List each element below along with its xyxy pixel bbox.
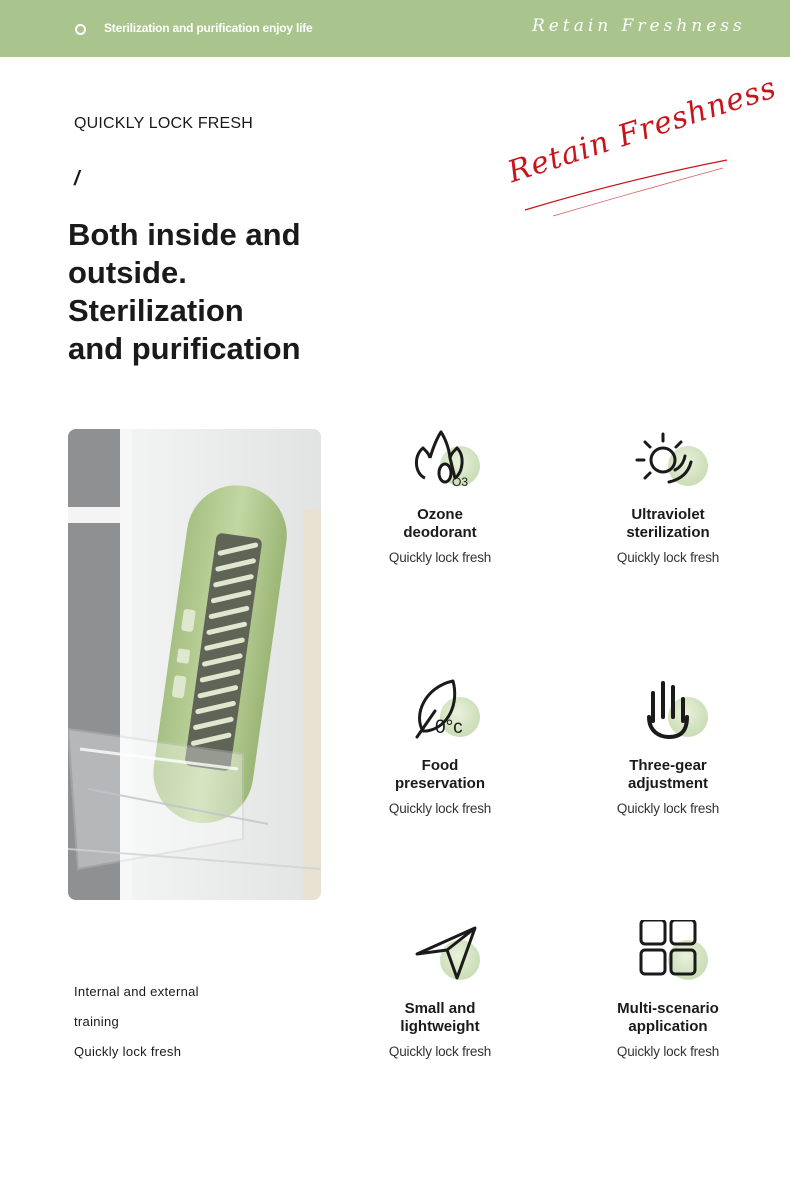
feature-title-line: Three-gear bbox=[629, 757, 707, 774]
feature-title-line: lightweight bbox=[400, 1018, 480, 1035]
feature-title bbox=[583, 757, 753, 793]
feature-subtitle: Quickly lock fresh bbox=[616, 801, 720, 816]
headline-line: Sterilization bbox=[68, 293, 244, 328]
feature-title-line: Multi-scenario bbox=[617, 1000, 719, 1017]
feature-title-line: sterilization bbox=[626, 524, 710, 541]
feature-ozone-deodorant bbox=[355, 426, 525, 565]
circle-icon bbox=[75, 24, 86, 35]
sun-uv-icon bbox=[623, 426, 713, 496]
eyebrow-text: QUICKLY LOCK FRESH bbox=[74, 115, 254, 132]
headline-line: Both inside and bbox=[68, 217, 301, 252]
feature-food-preservation bbox=[355, 677, 525, 816]
feature-title bbox=[583, 506, 753, 542]
feature-small-and-lightweight bbox=[355, 920, 525, 1059]
feature-title bbox=[355, 757, 525, 793]
icon-wrapper bbox=[395, 677, 485, 747]
feature-title bbox=[355, 506, 525, 542]
banner-tagline: Sterilization and purification enjoy life bbox=[104, 21, 313, 35]
feature-three-gear-adjustment bbox=[583, 677, 753, 816]
ozone-leaf-icon bbox=[395, 426, 485, 496]
feature-subtitle: Quickly lock fresh bbox=[616, 550, 720, 565]
feature-subtitle: Quickly lock fresh bbox=[388, 801, 492, 816]
feature-title-line: Ozone bbox=[417, 506, 463, 523]
hand-icon bbox=[623, 677, 713, 747]
feature-title-line: adjustment bbox=[627, 775, 708, 792]
headline-line: outside. bbox=[68, 255, 187, 290]
feature-subtitle: Quickly lock fresh bbox=[616, 1044, 720, 1059]
icon-wrapper bbox=[395, 920, 485, 990]
headline bbox=[68, 216, 368, 368]
top-banner bbox=[0, 0, 790, 57]
ozone-badge-text: O3 bbox=[452, 475, 469, 489]
headline-line: and purification bbox=[68, 331, 301, 366]
signature-text: Retain Freshness bbox=[503, 70, 781, 191]
feature-title-line: preservation bbox=[394, 775, 486, 792]
feature-title-line: deodorant bbox=[403, 524, 477, 541]
feature-ultraviolet-sterilization bbox=[583, 426, 753, 565]
feature-multi-scenario-application bbox=[583, 920, 753, 1059]
feature-title-line: Small and bbox=[404, 1000, 476, 1017]
paper-plane-icon bbox=[395, 920, 485, 990]
bottom-left-line: Internal and external bbox=[74, 984, 199, 999]
icon-wrapper bbox=[623, 426, 713, 496]
icon-wrapper bbox=[623, 677, 713, 747]
slash-divider: / bbox=[74, 168, 80, 190]
bottom-left-line: training bbox=[74, 1014, 120, 1029]
feature-subtitle: Quickly lock fresh bbox=[388, 550, 492, 565]
grid-icon bbox=[623, 920, 713, 990]
feature-title bbox=[355, 1000, 525, 1036]
leaf-temperature-icon bbox=[395, 677, 485, 747]
feature-title bbox=[583, 1000, 753, 1036]
icon-wrapper bbox=[623, 920, 713, 990]
red-signature bbox=[503, 70, 781, 228]
feature-title-line: application bbox=[628, 1018, 708, 1035]
temperature-badge-text: 0°c bbox=[435, 717, 463, 738]
bottom-left-line: Quickly lock fresh bbox=[74, 1044, 182, 1059]
bottom-left-text bbox=[74, 983, 199, 1073]
product-photo bbox=[68, 429, 321, 900]
banner-script-title: Retain Freshness bbox=[532, 16, 746, 36]
feature-title-line: Ultraviolet bbox=[631, 506, 705, 523]
feature-title-line: Food bbox=[421, 757, 459, 774]
feature-subtitle: Quickly lock fresh bbox=[388, 1044, 492, 1059]
icon-wrapper bbox=[395, 426, 485, 496]
